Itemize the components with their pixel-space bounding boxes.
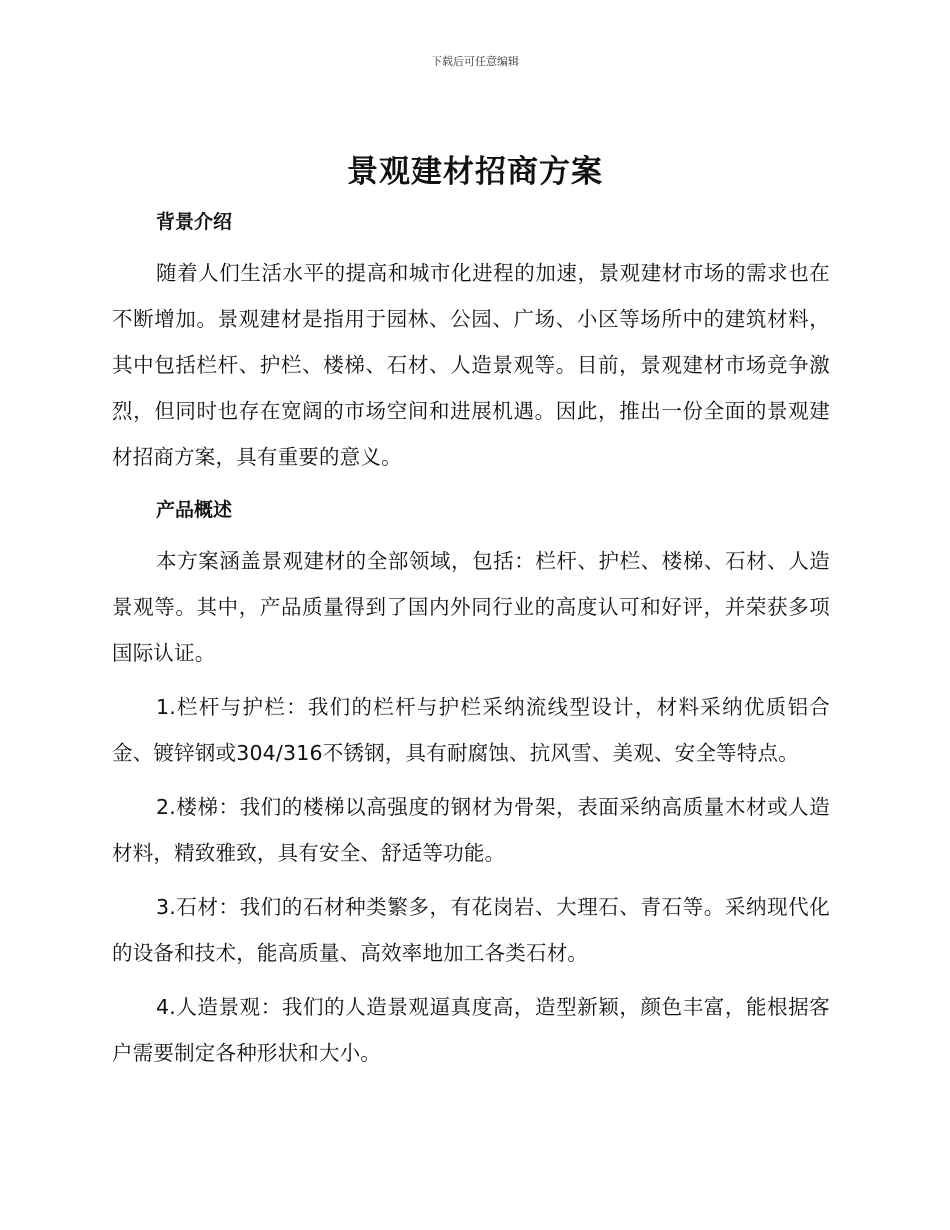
document-title: 景观建材招商方案 (347, 154, 603, 190)
paragraph-stone: 3.石材：我们的石材种类繁多，有花岗岩、大理石、青石等。采纳现代化的设备和技术，能高质量、高效率地加工各类石材。 (112, 895, 830, 965)
section-product-overview (112, 492, 830, 1076)
paragraph-stairs: 2.楼梯：我们的楼梯以高强度的钢材为骨架，表面采纳高质量木材或人造材料，精致雅致，具有安全、舒适等功能。 (112, 795, 830, 865)
section-background (112, 204, 830, 480)
paragraph-artificial-landscape: 4.人造景观：我们的人造景观逼真度高，造型新颖，颜色丰富，能根据客户需要制定各种形状和大小。 (112, 995, 830, 1065)
paragraph-product-scope: 本方案涵盖景观建材的全部领域，包括：栏杆、护栏、楼梯、石材、人造景观等。其中，产品质量得到了国内外同行业的高度认可和好评，并荣获多项国际认证。 (112, 549, 830, 665)
page-header-note: 下载后可任意编辑 (431, 55, 519, 68)
section-heading-product-overview: 产品概述 (156, 499, 233, 521)
paragraph-railings: 1.栏杆与护栏：我们的栏杆与护栏采纳流线型设计，材料采纳优质铝合金、镀锌钢或304/316不锈钢，具有耐腐蚀、抗风雪、美观、安全等特点。 (112, 695, 830, 765)
section-heading-background: 背景介绍 (156, 211, 233, 233)
document-body (112, 204, 830, 1076)
paragraph-background-intro: 随着人们生活水平的提高和城市化进程的加速，景观建材市场的需求也在不断增加。景观建材是指用于园林、公园、广场、小区等场所中的建筑材料，其中包括栏杆、护栏、楼梯、石材、人造景观等。目前，景观建材市场竞争激烈，但同时也存在宽阔的市场空间和进展机遇。因此，推出一份全面的景观建材招商方案，具有重要的意义。 (112, 261, 830, 469)
